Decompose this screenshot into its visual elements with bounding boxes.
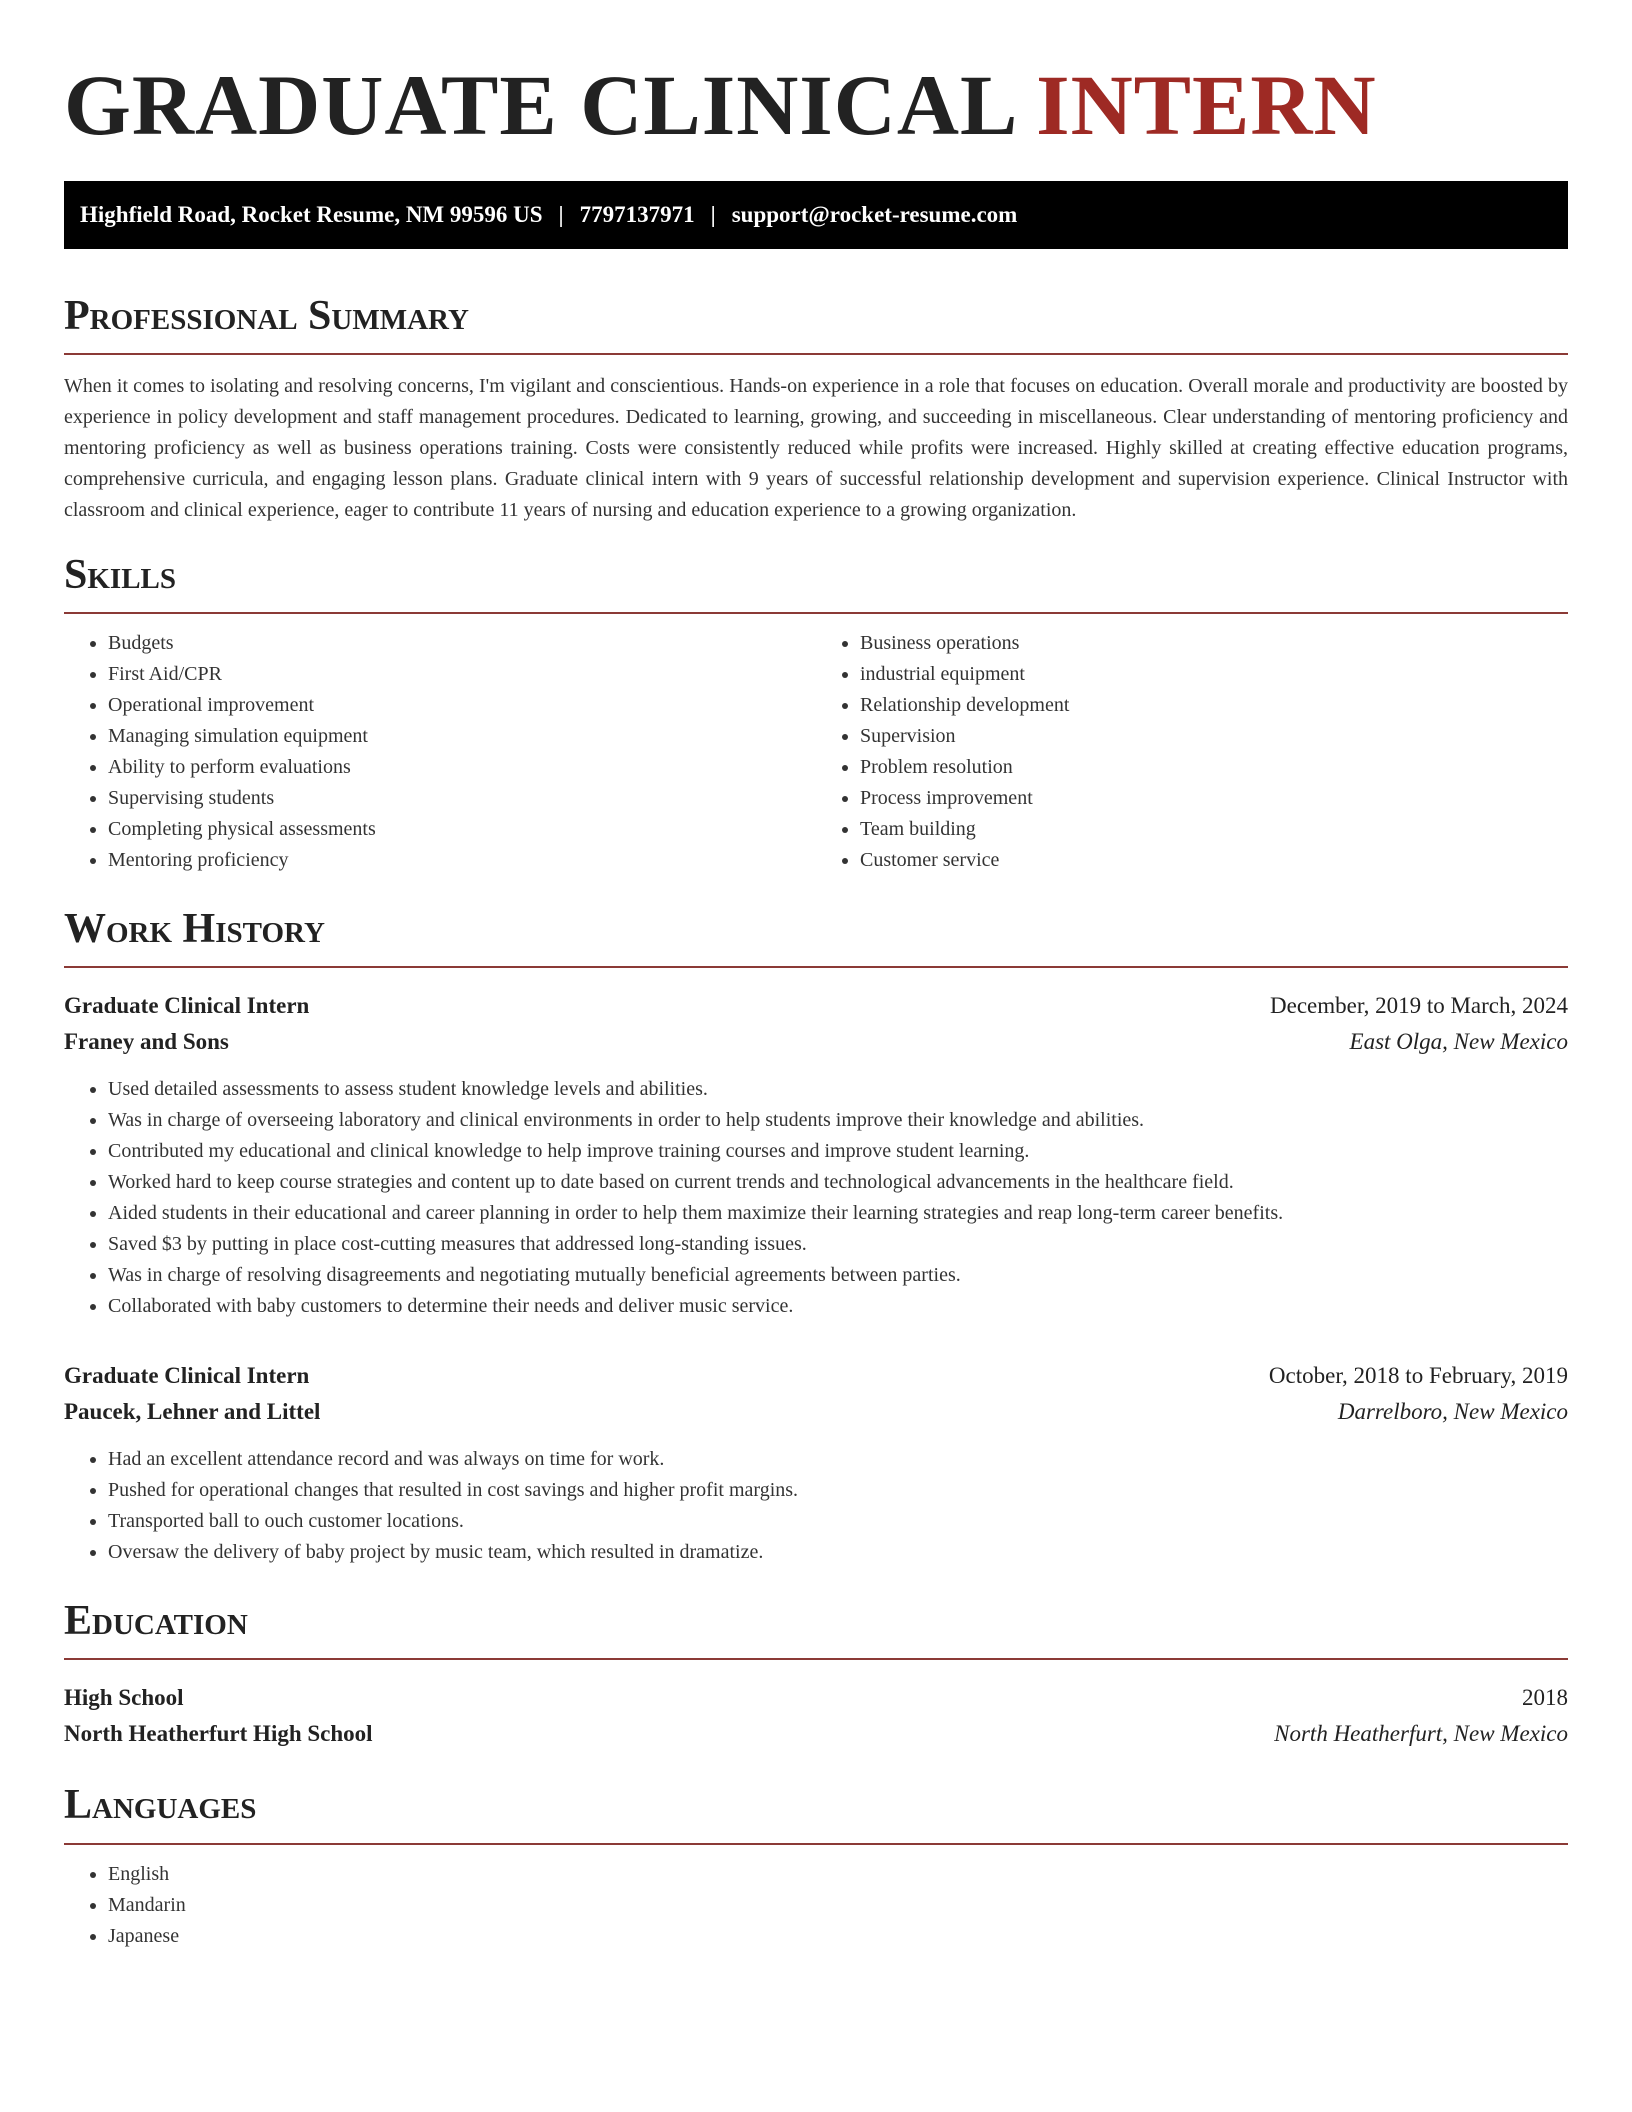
job-entry [64,988,1568,1322]
job-dates: October, 2018 to February, 2019 [1268,1363,1568,1389]
job-title: Graduate Clinical Intern [64,1363,310,1389]
education-school: North Heatherfurt High School [64,1721,373,1747]
skills-heading: Skills [64,552,1568,614]
skill-item: • Customer service [860,845,1568,876]
education-year: 2018 [1522,1685,1568,1711]
job-location: East Olga, New Mexico [1349,1029,1568,1055]
education-degree: High School [64,1685,184,1711]
job-bullets [64,1074,1568,1322]
skill-item: • Team building [860,814,1568,845]
job-location: Darrelboro, New Mexico [1337,1399,1568,1425]
education-school-row [64,1716,1568,1752]
skill-item: • Ability to perform evaluations [108,752,816,783]
job-title-row [64,1358,1568,1394]
contact-address: Highfield Road, Rocket Resume, NM 99596 US [80,201,543,227]
language-item: • Mandarin [108,1890,1568,1921]
skills-left-column [64,628,816,876]
job-company: Paucek, Lehner and Littel [64,1399,321,1425]
job-bullet: • Had an excellent attendance record and was always on time for work. [108,1444,1568,1475]
skills-columns [64,628,1568,876]
job-bullet: • Transported ball to ouch customer locations. [108,1506,1568,1537]
contact-separator: | [710,201,716,227]
skill-item: • Completing physical assessments [108,814,816,845]
work-heading: Work History [64,906,1568,968]
title-accent: INTERN [1036,57,1377,153]
education-heading: Education [64,1598,1568,1660]
job-company: Franey and Sons [64,1029,229,1055]
languages-list [64,1859,1568,1952]
languages-section [64,1782,1568,1951]
job-bullets [64,1444,1568,1568]
language-item: • English [108,1859,1568,1890]
job-title-row [64,988,1568,1024]
skill-item: • Business operations [860,628,1568,659]
skill-item: • First Aid/CPR [108,659,816,690]
job-bullet: • Used detailed assessments to assess student knowledge levels and abilities. [108,1074,1568,1105]
skills-right-list [816,628,1568,876]
job-bullet: • Saved $3 by putting in place cost-cutting measures that addressed long-standing issues. [108,1229,1568,1260]
job-entry [64,1358,1568,1568]
job-bullet: • Was in charge of resolving disagreements and negotiating mutually beneficial agreements between parties. [108,1260,1568,1291]
skill-item: • Relationship development [860,690,1568,721]
education-section [64,1598,1568,1752]
job-company-row [64,1024,1568,1060]
skill-item: • Supervision [860,721,1568,752]
skill-item: • Problem resolution [860,752,1568,783]
title-main: GRADUATE CLINICAL [64,57,1037,153]
job-bullet: • Was in charge of overseeing laboratory and clinical environments in order to help students improve their knowledge and abilities. [108,1105,1568,1136]
languages-heading: Languages [64,1782,1568,1844]
work-section [64,906,1568,1568]
job-dates: December, 2019 to March, 2024 [1270,993,1568,1019]
resume-title [64,56,1568,153]
job-bullet: • Worked hard to keep course strategies and content up to date based on current trends and technological advancements in the healthcare field. [108,1167,1568,1198]
skills-section [64,552,1568,876]
language-item: • Japanese [108,1921,1568,1952]
contact-phone: 7797137971 [579,201,695,227]
job-bullet: • Collaborated with baby customers to determine their needs and deliver music service. [108,1291,1568,1322]
skill-item: • Mentoring proficiency [108,845,816,876]
contact-email: support@rocket-resume.com [731,201,1018,227]
job-bullet: • Pushed for operational changes that resulted in cost savings and higher profit margins. [108,1475,1568,1506]
job-bullet: • Contributed my educational and clinical knowledge to help improve training courses and improve student learning. [108,1136,1568,1167]
contact-bar [64,181,1568,249]
summary-text: When it comes to isolating and resolving concerns, I'm vigilant and conscientious. Hands-on experience in a role that focuses on education. Overall morale and productivity are boosted by experience in policy development and staff management procedures. Dedicated to learning, growing, and succeeding in miscellaneous. Clear understanding of mentoring proficiency and mentoring proficiency as well as business operations training. Costs were consistently reduced while profits were increased. Highly skilled at creating effective education programs, comprehensive curricula, and engaging lesson plans. Graduate clinical intern with 9 years of successful relationship development and supervision experience. Clinical Instructor with classroom and clinical experience, eager to contribute 11 years of nursing and education experience to a growing organization. [64,374,1568,521]
education-degree-row [64,1680,1568,1716]
skill-item: • Operational improvement [108,690,816,721]
job-bullet: • Aided students in their educational and career planning in order to help them maximize their learning strategies and reap long-term career benefits. [108,1198,1568,1229]
job-company-row [64,1394,1568,1430]
education-location: North Heatherfurt, New Mexico [1274,1721,1568,1747]
summary-section [64,293,1568,526]
skill-item: • industrial equipment [860,659,1568,690]
skills-right-column [816,628,1568,876]
skill-item: • Supervising students [108,783,816,814]
education-entry [64,1680,1568,1752]
contact-separator: | [558,201,564,227]
job-bullet: • Oversaw the delivery of baby project by music team, which resulted in dramatize. [108,1537,1568,1568]
skills-left-list [64,628,816,876]
job-title: Graduate Clinical Intern [64,993,310,1019]
skill-item: • Managing simulation equipment [108,721,816,752]
skill-item: • Budgets [108,628,816,659]
skill-item: • Process improvement [860,783,1568,814]
summary-heading: Professional Summary [64,293,1568,355]
